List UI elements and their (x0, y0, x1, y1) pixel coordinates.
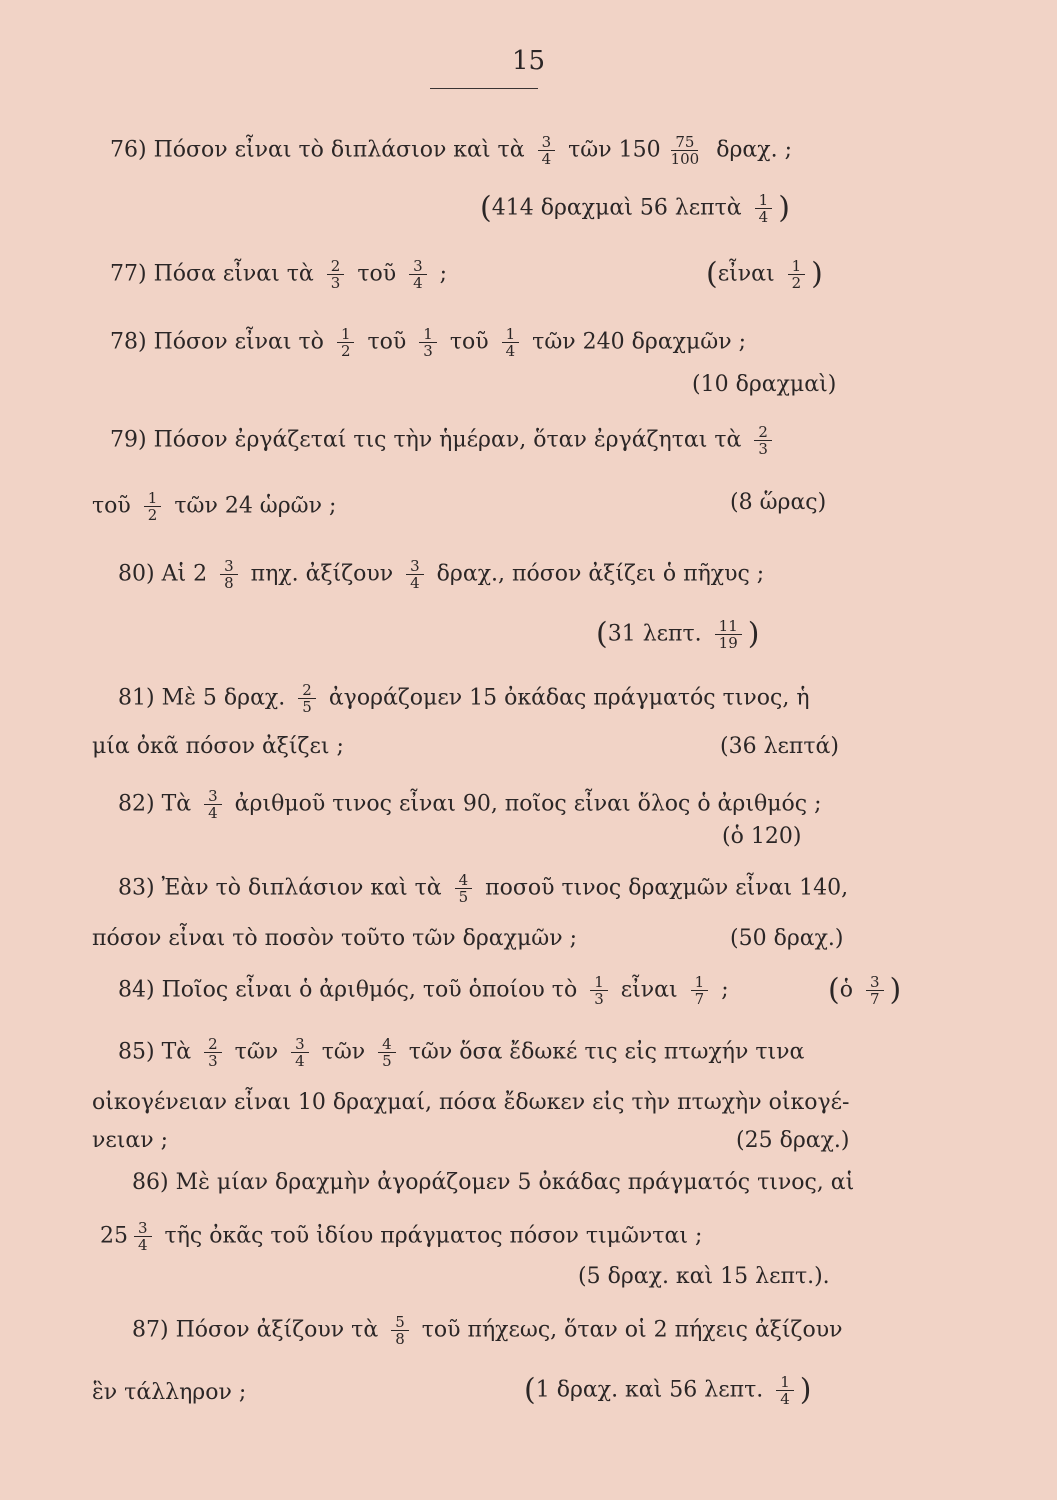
problem-number: 80) (118, 561, 155, 587)
answer-76: (414 δραχμαὶ 56 λεπτὰ $\frac{1}{4}$ ) (480, 190, 790, 226)
problem-number: 79) (110, 427, 147, 453)
problem-number: 81) (118, 685, 155, 711)
problem-text: τῶν 24 ὡρῶν ; (174, 493, 337, 519)
problem-text: τοῦ (367, 329, 407, 355)
problem-text: ; (439, 261, 448, 287)
problem-text: 25 (100, 1223, 128, 1249)
problem-text: Πόσον εἶναι τὸ (153, 329, 324, 355)
problem-text: Μὲ μίαν δραχμὴν ἀγοράζομεν 5 ὀκάδας πράγματός τινος, αἱ (175, 1170, 855, 1195)
problem-number: 78) (110, 329, 147, 355)
fraction: $\frac{1}{3}$ (590, 974, 608, 1007)
problem-number: 82) (118, 791, 155, 817)
problem-number: 87) (132, 1317, 169, 1343)
fraction: $\frac{3}{4}$ (409, 258, 427, 291)
problem-text: ἀγοράζομεν 15 ὀκάδας πράγματός τινος, ἡ (328, 685, 810, 711)
fraction: $\frac{1}{2}$ (144, 490, 162, 523)
answer-text: 31 λεπτ. (607, 621, 702, 647)
problem-text: τῶν 240 δραχμῶν ; (532, 329, 747, 355)
problem-text: τῶν (321, 1039, 366, 1065)
header-rule (430, 88, 538, 89)
problem-text: τοῦ πήχεως, ὅταν οἱ 2 πήχεις ἀξίζουν (421, 1317, 843, 1343)
problem-text: Τὰ (161, 791, 192, 817)
problem-text: τῶν (234, 1039, 279, 1065)
fraction: $\frac{1}{2}$ (337, 326, 355, 359)
problem-83-cont: πόσον εἶναι τὸ ποσὸν τοῦτο τῶν δραχμῶν ; (92, 926, 578, 951)
answer-77: (εἶναι $\frac{1}{2}$ ) (706, 256, 823, 292)
problem-81 (118, 682, 810, 715)
problem-text: Πόσον εἶναι τὸ διπλάσιον καὶ τὰ (153, 137, 525, 163)
answer-82: (ὁ 120) (722, 824, 802, 849)
problem-number: 83) (118, 875, 155, 901)
problem-text: Ποῖος εἶναι ὁ ἀριθμός, τοῦ ὁποίου τὸ (161, 977, 578, 1003)
page-number: 15 (511, 46, 546, 76)
problem-78 (110, 326, 746, 359)
problem-text: Πόσα εἶναι τὰ (153, 261, 314, 287)
answer-87: (1 δραχ. καὶ 56 λεπτ. $\frac{1}{4}$ ) (524, 1372, 812, 1408)
problem-number: 86) (132, 1170, 169, 1195)
fraction: $\frac{2}{3}$ (327, 258, 345, 291)
problem-81-cont: μία ὀκᾶ πόσον ἀξίζει ; (92, 734, 344, 759)
problem-87-cont: ἓν τάλληρον ; (92, 1380, 247, 1405)
fraction: $\frac{1}{4}$ (776, 1374, 794, 1407)
problem-85-cont: οἰκογένειαν εἶναι 10 δραχμαί, πόσα ἔδωκεν εἰς τὴν πτωχὴν οἰκογέ- (92, 1090, 850, 1115)
fraction: $\frac{4}{5}$ (455, 872, 473, 905)
answer-83: (50 δραχ.) (730, 926, 844, 951)
answer-text: 414 δραχμαὶ 56 λεπτὰ (491, 195, 742, 221)
fraction: $\frac{1}{4}$ (502, 326, 520, 359)
problem-79 (110, 424, 778, 457)
problem-text: πηχ. ἀξίζουν (250, 561, 394, 587)
problem-85-cont2: νειαν ; (92, 1128, 169, 1153)
problem-86 (132, 1170, 854, 1196)
fraction: $\frac{1}{2}$ (788, 258, 806, 291)
problem-text: δραχ., πόσον ἀξίζει ὁ πῆχυς ; (436, 561, 765, 587)
problem-number: 84) (118, 977, 155, 1003)
problem-80 (118, 558, 764, 591)
problem-86-cont (100, 1220, 702, 1253)
problem-79-cont (92, 490, 336, 523)
problem-text: Μὲ 5 δραχ. (161, 685, 286, 711)
problem-text: τοῦ (92, 493, 131, 519)
problem-83 (118, 872, 848, 905)
answer-84: (ὁ $\frac{3}{7}$ ) (828, 972, 902, 1008)
fraction: $\frac{1}{3}$ (419, 326, 437, 359)
fraction: $\frac{4}{5}$ (378, 1036, 396, 1069)
problem-number: 77) (110, 261, 147, 287)
answer-86: (5 δραχ. καὶ 15 λεπτ.). (578, 1264, 830, 1289)
problem-text: δραχ. ; (716, 137, 792, 163)
problem-77 (110, 258, 447, 291)
fraction: $\frac{11}{19}$ (715, 618, 742, 651)
problem-text: τοῦ (357, 261, 397, 287)
answer-79: (8 ὥρας) (730, 490, 827, 515)
problem-85 (118, 1036, 804, 1069)
problem-text: Αἱ 2 (161, 561, 208, 587)
fraction: $\frac{3}{4}$ (291, 1036, 309, 1069)
answer-78: (10 δραχμαὶ) (692, 372, 837, 397)
fraction: $\frac{3}{4}$ (538, 134, 556, 167)
problem-text: ποσοῦ τινος δραχμῶν εἶναι 140, (485, 875, 849, 901)
answer-81: (36 λεπτά) (720, 734, 839, 759)
answer-85: (25 δραχ.) (736, 1128, 850, 1153)
answer-80: (31 λεπτ. $\frac{11}{19}$ ) (596, 616, 760, 652)
fraction: $\frac{75}{100}$ (670, 133, 700, 168)
answer-text: εἶναι (717, 261, 775, 287)
problem-number: 85) (118, 1039, 155, 1065)
problem-text: Ἐὰν τὸ διπλάσιον καὶ τὰ (161, 875, 442, 901)
fraction: $\frac{2}{3}$ (204, 1036, 222, 1069)
problem-text: τῶν ὅσα ἔδωκέ τις εἰς πτωχήν τινα (408, 1039, 805, 1065)
fraction: $\frac{2}{3}$ (754, 424, 772, 457)
problem-text: Πόσον ἐργάζεταί τις τὴν ἡμέραν, ὅταν ἐργάζηται τὰ (153, 427, 742, 453)
problem-text: τῆς ὀκᾶς τοῦ ἰδίου πράγματος πόσον τιμῶνται ; (164, 1223, 703, 1249)
answer-text: ὁ (839, 977, 853, 1003)
fraction: $\frac{3}{4}$ (406, 558, 424, 591)
fraction: $\frac{3}{4}$ (134, 1220, 152, 1253)
problem-text: Τὰ (161, 1039, 192, 1065)
problem-87 (132, 1314, 842, 1347)
fraction: $\frac{1}{7}$ (691, 974, 709, 1007)
problem-text: ἀριθμοῦ τινος εἶναι 90, ποῖος εἶναι ὅλος ὁ ἀριθμός ; (234, 791, 822, 817)
fraction: $\frac{1}{4}$ (755, 192, 773, 225)
problem-76 (110, 134, 792, 167)
fraction: $\frac{2}{5}$ (298, 682, 316, 715)
answer-text: 1 δραχ. καὶ 56 λεπτ. (535, 1377, 764, 1403)
fraction: $\frac{5}{8}$ (391, 1314, 409, 1347)
problem-text: τῶν 150 (568, 137, 661, 163)
problem-text: εἶναι (620, 977, 678, 1003)
problem-text: Πόσον ἀξίζουν τὰ (175, 1317, 379, 1343)
fraction: $\frac{3}{8}$ (220, 558, 238, 591)
problem-text: τοῦ (449, 329, 489, 355)
fraction: $\frac{3}{7}$ (866, 974, 884, 1007)
fraction: $\frac{3}{4}$ (204, 788, 222, 821)
problem-text: ; (721, 977, 729, 1003)
problem-84 (118, 974, 729, 1007)
problem-number: 76) (110, 137, 147, 163)
problem-82 (118, 788, 822, 821)
